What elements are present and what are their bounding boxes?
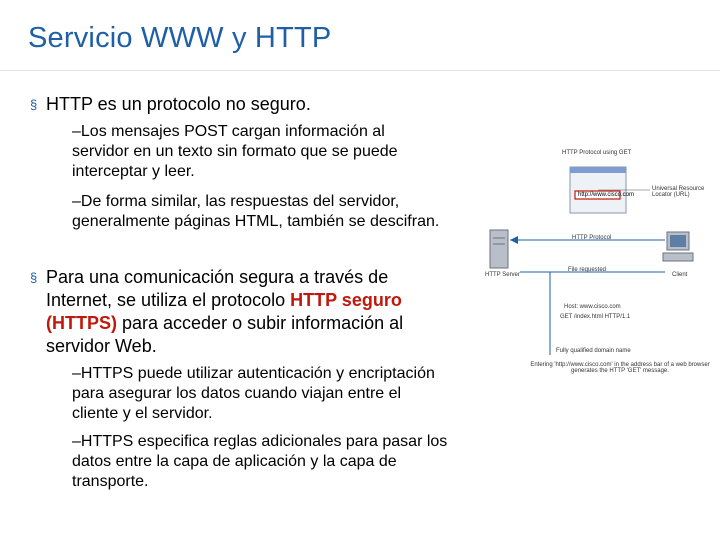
diagram-client-label: Client — [672, 272, 688, 278]
bullet-square-icon: § — [30, 97, 38, 112]
slide-title: Servicio WWW y HTTP — [28, 22, 332, 54]
bullet-2-text-b: para acceder o subir información al servidor Web. — [46, 313, 404, 356]
diagram-step-2: Host: www.cisco.com — [564, 304, 621, 310]
bullet-1-text: HTTP es un protocolo no seguro. — [46, 94, 311, 114]
sub-point-3: –HTTPS puede utilizar autenticación y encriptación para asegurar los datos cuando viajan entre el cliente y el servidor. — [72, 365, 435, 422]
bullet-2-highlight-1: HTTP seguro — [290, 290, 402, 310]
diagram-step-3: GET /index.html HTTP/1.1 — [560, 314, 631, 320]
bullet-2-text — [46, 266, 450, 358]
bullet-1 — [30, 93, 450, 116]
diagram-server-label: HTTP Server — [485, 272, 520, 278]
sub-point-1: –Los mensajes POST cargan información al servidor en un texto sin formato que se puede interceptar y leer. — [72, 123, 398, 180]
client-keyboard-icon — [663, 253, 693, 261]
diagram-url-label: Universal Resource Locator (URL) — [652, 186, 705, 198]
diagram-caption: Entering 'http://www.cisco.com' in the address bar of a web browser generates the HTTP 'GET' message. — [530, 362, 710, 374]
bullet-2 — [30, 266, 450, 358]
bullet-2-text-a: Para una comunicación segura a través de Internet, se utiliza el protocolo — [46, 267, 389, 310]
bullet-2-highlight-2: (HTTPS) — [46, 313, 117, 333]
diagram-step-1: File requested — [568, 267, 607, 273]
bullet-square-icon: § — [30, 270, 38, 285]
browser-titlebar — [570, 167, 626, 173]
diagram-step-4: Fully qualified domain name — [556, 348, 631, 354]
title-divider — [0, 70, 720, 71]
diagram-url: http://www.cisco.com — [578, 192, 635, 198]
server-icon — [490, 230, 508, 268]
sub-point-4: –HTTPS especifica reglas adicionales para pasar los datos entre la capa de aplicación y la capa de transporte. — [72, 433, 448, 490]
diagram-title: HTTP Protocol using GET — [562, 150, 632, 156]
http-get-diagram — [480, 140, 720, 390]
diagram-protocol-label: HTTP Protocol — [572, 235, 612, 241]
sub-point-2: –De forma similar, las respuestas del servidor, generalmente páginas HTML, también se descifran. — [72, 193, 440, 230]
